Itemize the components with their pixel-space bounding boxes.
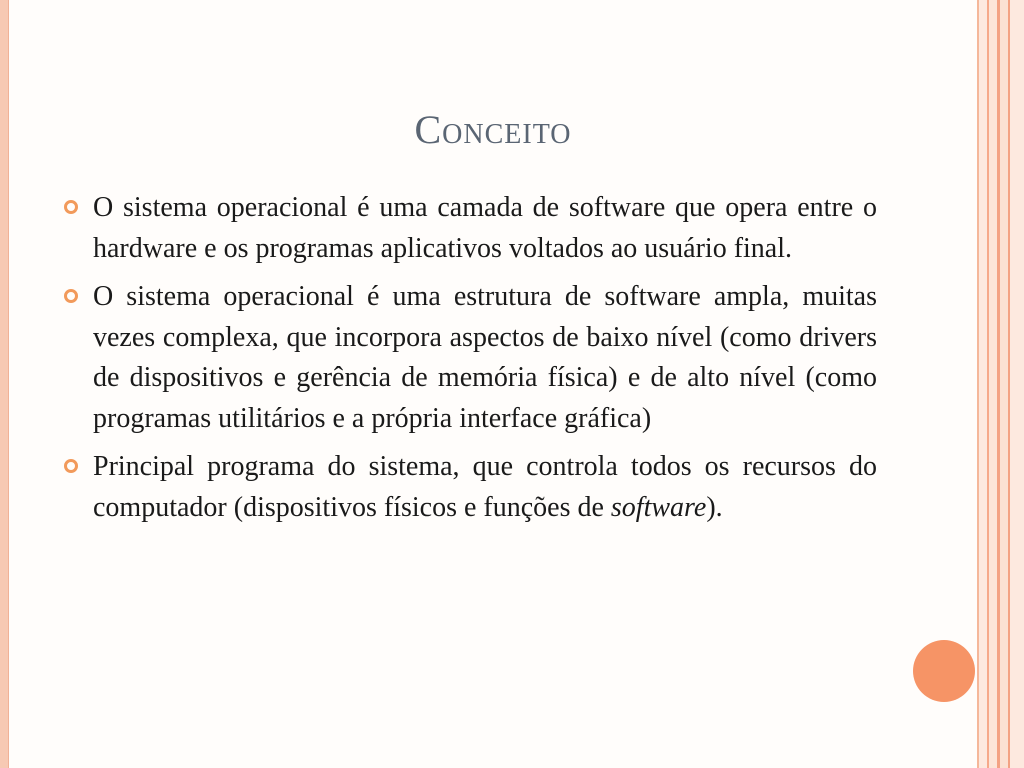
circle-bullet-icon	[64, 289, 78, 303]
bullet-item	[60, 277, 877, 439]
bullet-text-italic: software	[610, 491, 707, 523]
bullet-text: Principal programa do sistema, que controla todos os recursos do computador (dispositivos físicos e funções de	[93, 451, 877, 523]
slide-title: Conceito	[414, 107, 572, 152]
circle-bullet-icon	[64, 459, 78, 473]
bullet-text-end: ).	[706, 491, 723, 523]
decorative-circle	[913, 640, 975, 702]
circle-bullet-icon	[64, 200, 78, 214]
bullet-text: O sistema operacional é uma estrutura de software ampla, muitas vezes complexa, que incorpora aspectos de baixo nível (como drivers de dispositivos e gerência de memória física) e de alto nível (como programas utilitários e a própria interface gráfica)	[93, 281, 877, 434]
bullet-item	[60, 447, 877, 528]
bullet-list	[60, 188, 877, 536]
left-border-stripe	[0, 0, 9, 768]
bullet-text: O sistema operacional é uma camada de software que opera entre o hardware e os programas aplicativos voltados ao usuário final.	[93, 192, 877, 264]
right-decorative-stripes	[977, 0, 1024, 768]
bullet-item	[60, 188, 877, 269]
